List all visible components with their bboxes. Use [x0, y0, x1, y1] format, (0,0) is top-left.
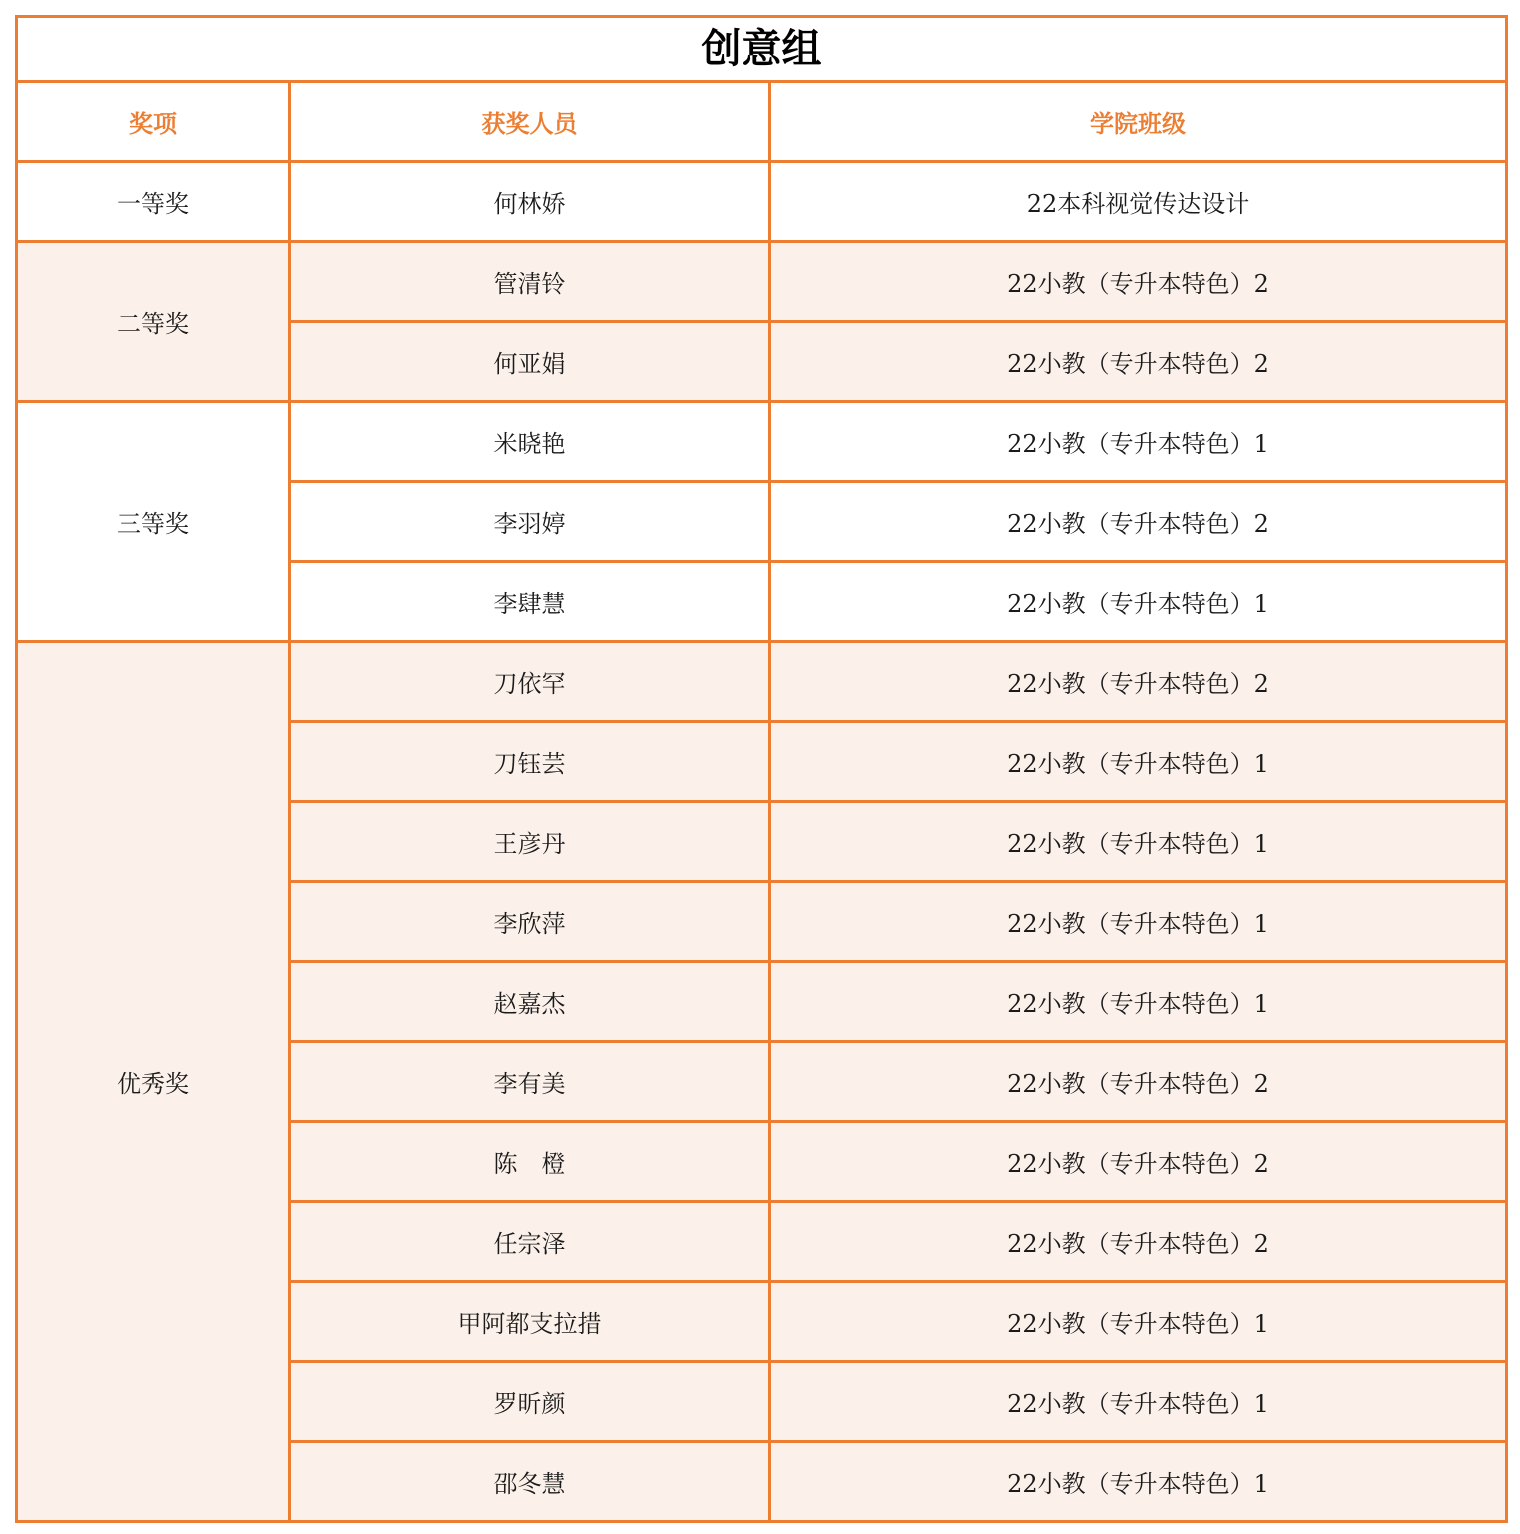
table-row [17, 242, 1507, 322]
table-row [17, 642, 1507, 722]
class-cell: 22小教（专升本特色）1 [770, 962, 1507, 1042]
winner-name-cell: 李有美 [290, 1042, 770, 1122]
winner-name-cell: 管清铃 [290, 242, 770, 322]
class-cell: 22小教（专升本特色）1 [770, 402, 1507, 482]
header-winner: 获奖人员 [290, 82, 770, 162]
class-cell: 22小教（专升本特色）2 [770, 1042, 1507, 1122]
header-row [17, 82, 1507, 162]
class-cell: 22本科视觉传达设计 [770, 162, 1507, 242]
header-award: 奖项 [17, 82, 290, 162]
table-row [17, 402, 1507, 482]
winner-name-cell: 罗昕颜 [290, 1362, 770, 1442]
table-row [17, 162, 1507, 242]
award-cell: 优秀奖 [17, 642, 290, 1522]
table-title: 创意组 [17, 17, 1507, 82]
winner-name-cell: 赵嘉杰 [290, 962, 770, 1042]
class-cell: 22小教（专升本特色）2 [770, 322, 1507, 402]
class-cell: 22小教（专升本特色）1 [770, 1282, 1507, 1362]
winner-name-cell: 李肆慧 [290, 562, 770, 642]
winner-name-cell: 李欣萍 [290, 882, 770, 962]
winner-name-cell: 米晓艳 [290, 402, 770, 482]
class-cell: 22小教（专升本特色）2 [770, 482, 1507, 562]
winner-name-cell: 任宗泽 [290, 1202, 770, 1282]
winner-name-cell: 何林娇 [290, 162, 770, 242]
winner-name-cell: 何亚娟 [290, 322, 770, 402]
header-class: 学院班级 [770, 82, 1507, 162]
award-cell: 一等奖 [17, 162, 290, 242]
class-cell: 22小教（专升本特色）2 [770, 642, 1507, 722]
winner-name-cell: 王彦丹 [290, 802, 770, 882]
title-row [17, 17, 1507, 82]
award-cell: 三等奖 [17, 402, 290, 642]
award-cell: 二等奖 [17, 242, 290, 402]
class-cell: 22小教（专升本特色）2 [770, 1202, 1507, 1282]
winner-name-cell: 邵冬慧 [290, 1442, 770, 1522]
winner-name-cell: 李羽婷 [290, 482, 770, 562]
class-cell: 22小教（专升本特色）2 [770, 242, 1507, 322]
class-cell: 22小教（专升本特色）1 [770, 1442, 1507, 1522]
table-body [17, 162, 1507, 1522]
winner-name-cell: 刀钰芸 [290, 722, 770, 802]
class-cell: 22小教（专升本特色）1 [770, 802, 1507, 882]
class-cell: 22小教（专升本特色）1 [770, 562, 1507, 642]
class-cell: 22小教（专升本特色）1 [770, 882, 1507, 962]
class-cell: 22小教（专升本特色）2 [770, 1122, 1507, 1202]
winner-name-cell: 刀依罕 [290, 642, 770, 722]
winner-name-cell: 陈 橙 [290, 1122, 770, 1202]
class-cell: 22小教（专升本特色）1 [770, 1362, 1507, 1442]
winner-name-cell: 甲阿都支拉措 [290, 1282, 770, 1362]
class-cell: 22小教（专升本特色）1 [770, 722, 1507, 802]
award-table [15, 15, 1508, 1523]
